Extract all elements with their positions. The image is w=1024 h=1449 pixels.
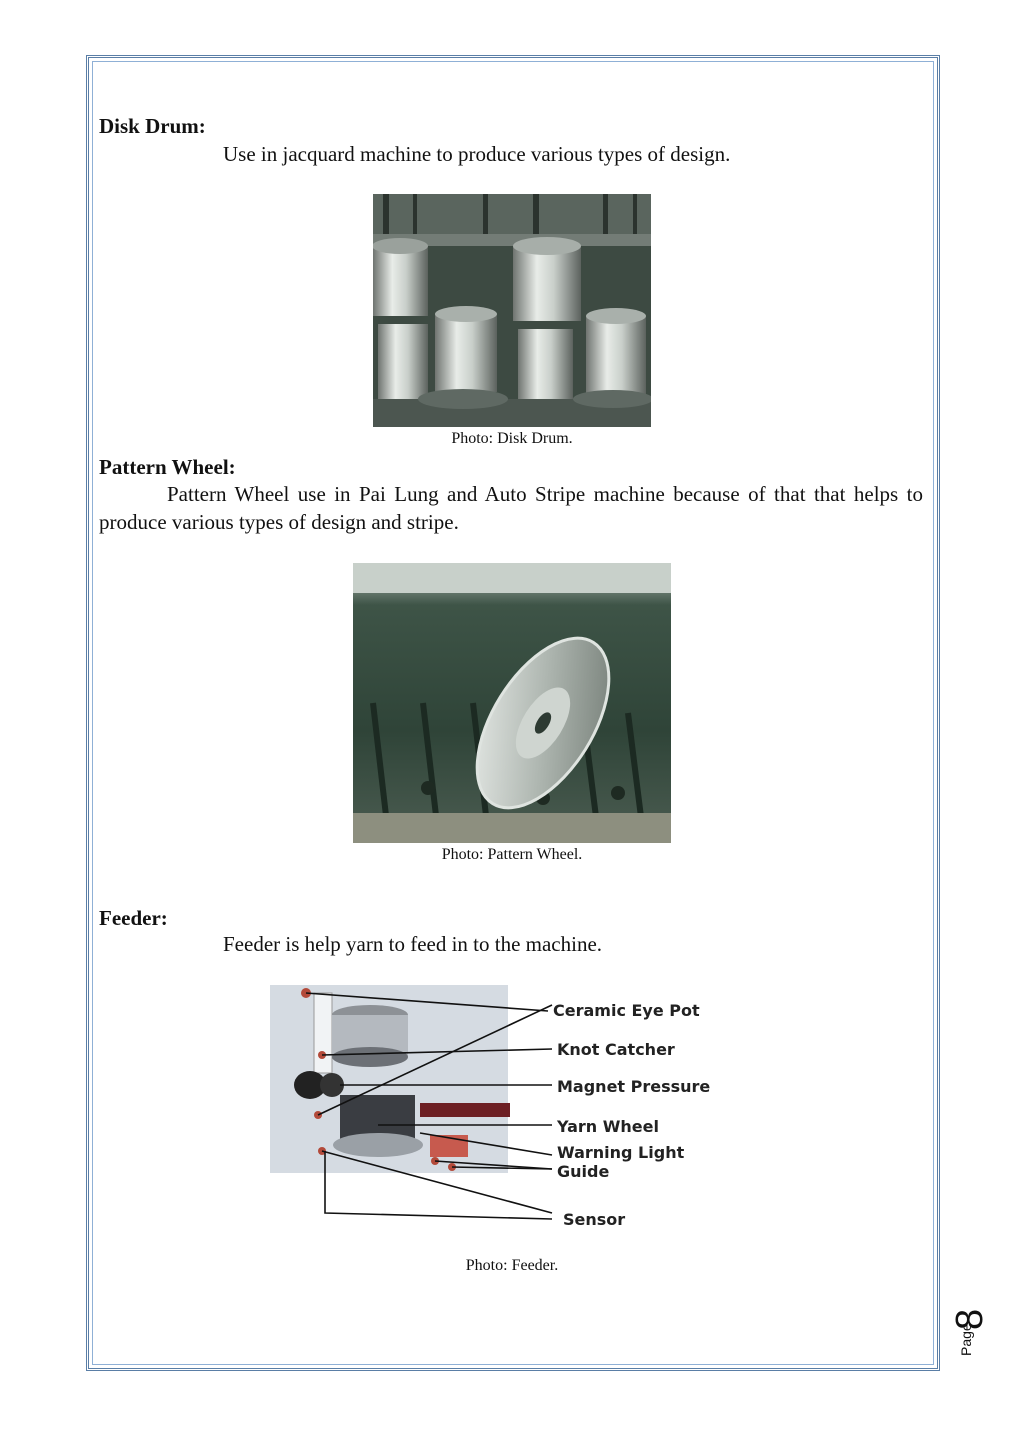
- feeder-diagram: [270, 985, 750, 1230]
- label-guide: Guide: [557, 1162, 610, 1181]
- feeder-heading: Feeder:: [99, 906, 168, 930]
- label-yarn-wheel: Yarn Wheel: [557, 1117, 659, 1136]
- label-sensor: Sensor: [563, 1210, 626, 1229]
- label-ceramic-eye-pot: Ceramic Eye Pot: [553, 1001, 700, 1020]
- label-warning-light: Warning Light: [557, 1143, 685, 1162]
- page-number-value: 8: [949, 1308, 991, 1330]
- label-magnet-pressure: Magnet Pressure: [557, 1077, 711, 1096]
- feeder-text: Feeder is help yarn to feed in to the machine.: [223, 932, 603, 956]
- disk-drum-caption: Photo: Disk Drum.: [451, 430, 573, 447]
- pattern-wheel-caption: Photo: Pattern Wheel.: [441, 846, 583, 863]
- page-label: Page: [958, 1323, 974, 1356]
- pattern-wheel-text: Pattern Wheel use in Pai Lung and Auto Stripe machine because of that that helps to produce various types of design and stripe.: [99, 482, 923, 534]
- disk-drum-photo: [373, 194, 651, 427]
- disk-drum-text: Use in jacquard machine to produce various types of design.: [223, 142, 731, 166]
- pattern-wheel-photo: [353, 563, 671, 843]
- page-number: [948, 1290, 991, 1360]
- pattern-wheel-heading: Pattern Wheel:: [99, 455, 236, 479]
- label-knot-catcher: Knot Catcher: [557, 1040, 675, 1059]
- feeder-caption: Photo: Feeder.: [465, 1257, 559, 1274]
- disk-drum-heading: Disk Drum:: [99, 114, 206, 138]
